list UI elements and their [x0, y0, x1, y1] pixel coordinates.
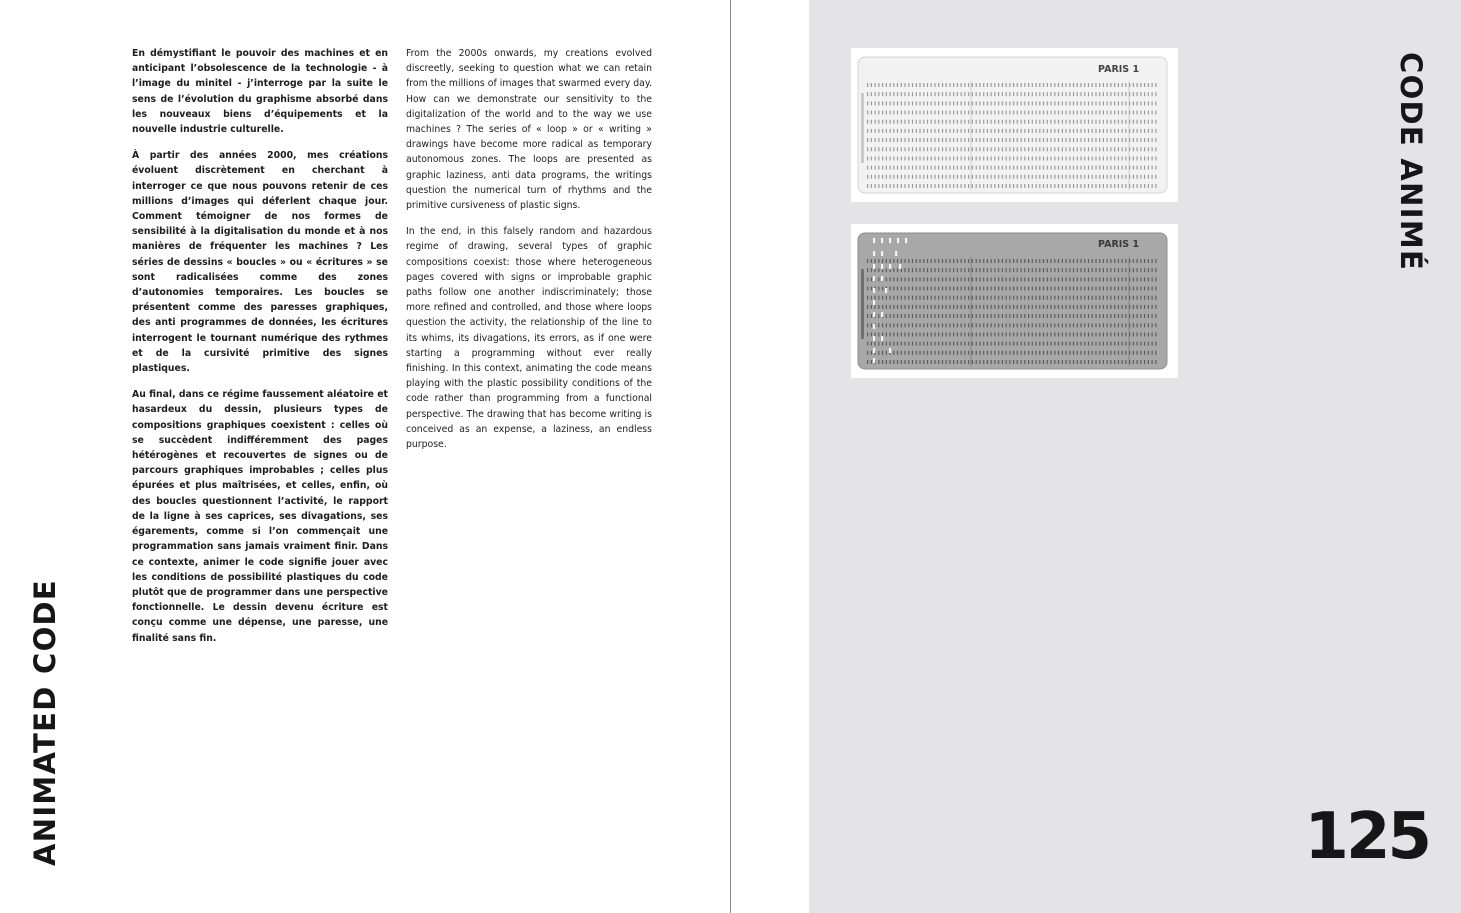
- english-paragraph: From the 2000s onwards, my creations evolved discreetly, seeking to question what we can retain from the millions of images that swarmed every day. How can we demonstrate our sensitivity to the digitalization of the world and to the way we use machines ? The series of « loop » or « writing » drawings have become more radical as temporary autonomous zones. The loops are presented as graphic laziness, anti data programs, the writings question the numerical turn of rhythms and the primitive cursiveness of plastic signs.: [406, 48, 652, 212]
- french-paragraph: En démystifiant le pouvoir des machines et en anticipant l’obsolescence de la technologie - à l’image du minitel - j’interroge par la suite le sens de l’évolution du graphisme absorbé dans les nouveaux biens d’équipements et la nouvelle industrie culturelle.: [132, 48, 388, 136]
- gutter: [731, 0, 809, 913]
- side-title-code-anime: CODE ANIMÉ: [1394, 52, 1428, 272]
- english-paragraph: In the end, in this falsely random and hazardous regime of drawing, several types of graphic compositions coexist: those where heterogeneous pages covered with signs or improbable graphic paths follow one another indiscriminately; those more refined and controlled, and those where loops question the activity, the relationship of the line to its whims, its divagations, its errors, as if one were starting a programming without ever really finishing. In this context, animating the code means playing with the plastic possibility conditions of the code rather than programming from a functional perspective. The drawing that has become writing is conceived as an expense, a laziness, an endless purpose.: [406, 226, 652, 451]
- punch-card-image: [851, 224, 1178, 378]
- punch-card-photo-grey: [851, 224, 1178, 378]
- french-paragraph: Au final, dans ce régime faussement aléatoire et hasardeux du dessin, plusieurs types de compositions graphiques coexistent : celles où se succèdent indifféremment des pages hétérogènes et recouvertes de signes ou de parcours graphiques improbables ; celles plus épurées et plus maîtrisées, et celles, enfin, où des boucles questionnent l’activité, le rapport de la ligne à ses caprices, ses divagations, ses égarements, comme si l’on commençait une programmation sans jamais vraiment finir. Dans ce contexte, animer le code signifie jouer avec les conditions de possibilité plastiques du code plutôt que de programmer dans une perspective fonctionnelle. Le dessin devenu écriture est conçu comme une dépense, une paresse, une finalité sans fin.: [132, 389, 388, 644]
- side-title-animated-code: ANIMATED CODE: [28, 578, 62, 866]
- card-body: [858, 233, 1167, 369]
- french-paragraph: À partir des années 2000, mes créations évoluent discrètement en cherchant à interroger ce que nous pouvons retenir de ces millions d’images qui déferlent chaque jour. Comment témoigner de nos formes de sensibilité à la digitalisation du monde et à nos manières de fréquenter les machines ? Les séries de dessins « boucles » ou « écritures » se sont radicalisées comme des zones d’autonomies temporaires. Les boucles se présentent comme des paresses graphiques, des anti programmes de données, les écritures interrogent le tournant numérique des rythmes et de la cursivité primitive des signes plastiques.: [132, 150, 388, 375]
- card-body: [858, 57, 1167, 193]
- page-number: 125: [1304, 800, 1429, 874]
- english-text-column: [406, 46, 652, 463]
- punch-card-photo-light: [851, 48, 1178, 202]
- french-text-column: [132, 46, 388, 657]
- card-label: PARIS 1: [1098, 239, 1140, 250]
- card-label: PARIS 1: [1098, 64, 1140, 75]
- punch-card-image: [851, 48, 1178, 202]
